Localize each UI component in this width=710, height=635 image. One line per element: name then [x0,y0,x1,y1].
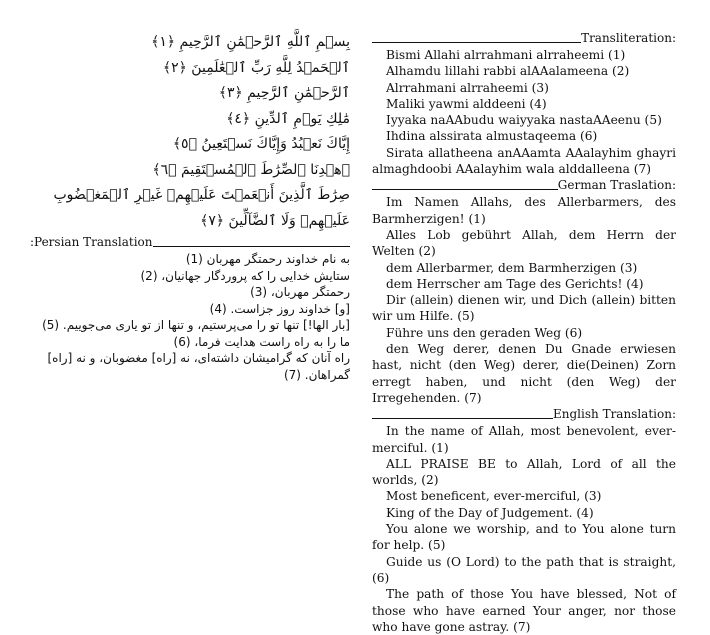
transliteration-header-rule [372,42,581,43]
english-line-4: King of the Day of Judgement. (4) [386,505,594,520]
left-column [30,30,350,383]
english-line-6: Guide us (O Lord) to the path that is straight, (6) [372,554,676,585]
transliteration-header-label: Transliteration: [581,31,676,45]
persian-line-3: رحمتگر مهربان، (3) [250,285,350,299]
persian-header-label: :Persian Translation [30,235,153,249]
english-line-7: The path of those You have blessed, Not of those who have earned Your anger, nor those who have gone astray. (7) [372,587,676,634]
persian-line-5: [بار الها!] تنها تو را مى‌پرستيم، و تنها از تو يارى مى‌جوييم. (5) [42,318,350,332]
transliteration-line-7: Sirata allatheena anAAamta AAalayhim ghayri almaghdoobi AAalayhim wala alddalleena (7) [372,145,676,177]
english-header-rule [372,418,553,419]
english-line-5: You alone we worship, and to You alone turn for help. (5) [372,522,676,553]
english-line-2: ALL PRAISE BE to Allah, Lord of all the worlds, (2) [372,456,676,488]
arabic-verse-7: صِرَٰطَ ٱلَّذِينَ أَنۡعَمۡتَ عَلَيۡهِمۡ غَيۡرِ ٱلۡمَغۡضُوبِ عَلَيۡهِمۡ وَلَا ٱلضَّآلِّينَ ﴿٧﴾ [53,187,350,229]
transliteration-line-3: Alrrahmani alrraheemi (3) [386,80,549,95]
transliteration-line-1: Bismi Allahi alrrahmani alrraheemi (1) [386,48,626,62]
german-header-label: German Traslation: [557,178,676,193]
german-line-7: den Weg derer, denen Du Gnade erwiesen hast, nicht (den Weg) derer, die(Deinen) Zorn erregt haben, und nicht (den Weg) der Irregehenden. (7) [372,342,676,405]
german-line-1: Im Namen Allahs, des Allerbarmers, des Barmherzigen! (1) [372,195,676,226]
transliteration-line-5: Iyyaka naAAbudu waiyyaka nastaAAeenu (5) [386,113,662,128]
arabic-text-block [30,30,350,234]
english-line-1: In the name of Allah, most benevolent, ever-merciful. (1) [372,424,676,455]
arabic-verse-3: ٱلرَّحۡمَٰنِ ٱلرَّحِيمِ ﴿٣﴾ [218,85,350,101]
arabic-verse-2: ٱلۡحَمۡدُ لِلَّهِ رَبِّ ٱلۡعَٰلَمِينَ ﴿٢﴾ [162,59,350,76]
german-line-6: Führe uns den geraden Weg (6) [386,325,583,340]
english-header [372,407,676,421]
german-line-2: Alles Lob gebührt Allah, dem Herrn der Welten (2) [372,227,676,259]
german-line-3: dem Allerbarmer, dem Barmherzigen (3) [386,260,638,275]
arabic-verse-4: مَٰلِكِ يَوۡمِ ٱلدِّينِ ﴿٤﴾ [226,110,350,127]
arabic-verse-1: بِسۡمِ ٱللَّهِ ٱلرَّحۡمَٰنِ ٱلرَّحِيمِ ﴿١﴾ [151,34,350,50]
german-line-5: Dir (allein) dienen wir, und Dich (allein) bitten wir um Hilfe. (5) [372,293,676,324]
right-column [372,30,676,635]
arabic-verse-6: ٱهۡدِنَا ٱلصِّرَٰطَ ٱلۡمُسۡتَقِيمَ ﴿٦﴾ [152,161,350,178]
persian-line-7: راه آنان كه گراميشان داشته‌اى، نه [راه] مغضوبان، و نه [راه] گمراهان. (7) [47,351,350,382]
persian-line-6: ما را به راه راست هدايت فرما، (6) [173,334,350,349]
german-header [372,178,676,192]
arabic-verse-5: إِيَّاكَ نَعۡبُدُ وَإِيَّاكَ نَسۡتَعِينُ ﴿٥﴾ [172,136,350,152]
persian-line-2: ستايش خدايى را كه پروردگار جهانيان، (2) [140,268,350,283]
transliteration-line-4: Maliki yawmi alddeeni (4) [386,96,547,111]
german-line-4: dem Herrscher am Tage des Gerichts! (4) [386,276,644,291]
persian-line-4: [و] خداوند روز جزاست. (4) [209,301,350,316]
english-header-label: English Translation: [553,407,676,422]
persian-line-1: به نام خداوند رحمتگر مهربان (1) [185,252,350,266]
german-header-rule [372,189,558,190]
english-line-3: Most beneficent, ever-merciful, (3) [386,489,602,504]
persian-header-rule [153,246,351,247]
persian-translation-block [30,251,350,383]
transliteration-line-6: Ihdina alssirata almustaqeema (6) [386,129,598,144]
transliteration-line-2: Alhamdu lillahi rabbi alAAalameena (2) [386,64,630,79]
transliteration-header [372,31,676,45]
persian-header [30,235,350,249]
